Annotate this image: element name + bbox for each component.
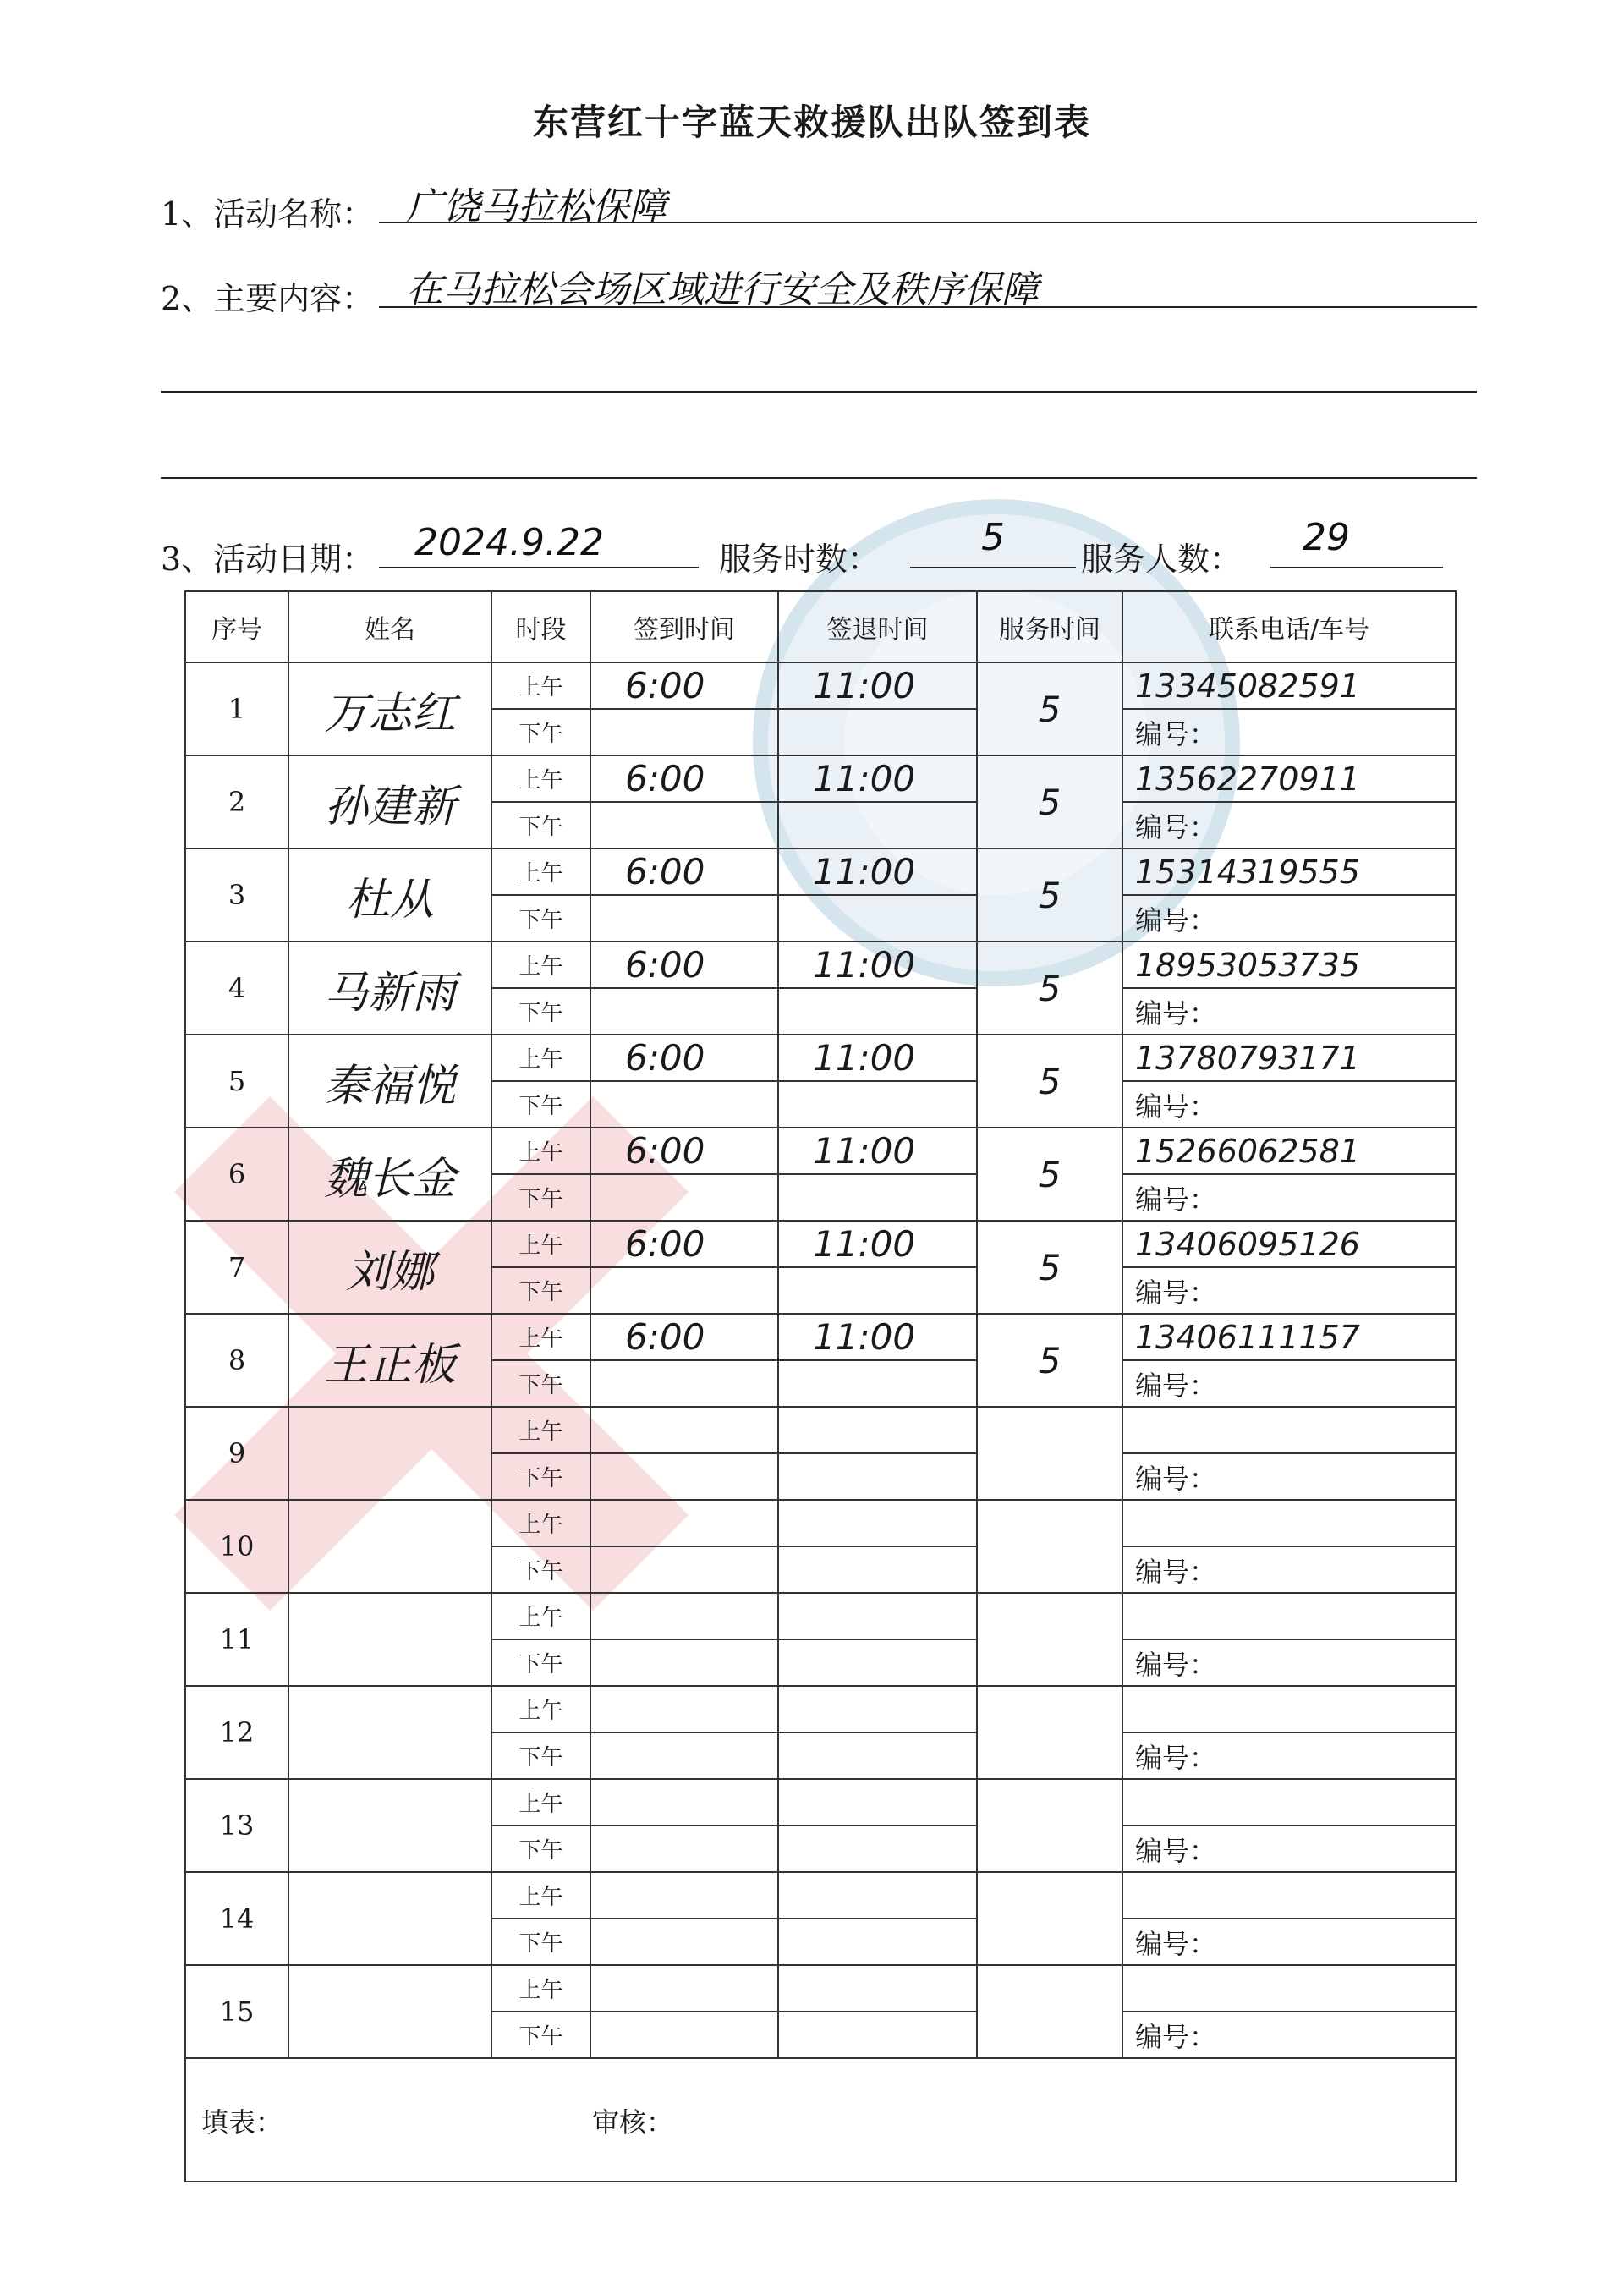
sign-out-time-pm [778, 1267, 977, 1314]
id-number-label: 编号： [1122, 709, 1456, 755]
row-name [288, 1593, 491, 1686]
period-am: 上午 [491, 1128, 590, 1174]
row-number: 13 [185, 1779, 288, 1872]
row-number: 3 [185, 848, 288, 942]
sign-out-time-pm [778, 895, 977, 942]
table-row [185, 1872, 1456, 1919]
sign-out-time-pm [778, 1919, 977, 1965]
header-phone: 联系电话/车号 [1122, 591, 1456, 662]
date-line [379, 567, 699, 568]
phone-number: 13406111157 [1122, 1314, 1456, 1360]
sign-in-time [590, 1779, 778, 1826]
sign-in-time-pm [590, 1546, 778, 1593]
id-number-label: 编号： [1122, 1826, 1456, 1872]
period-am: 上午 [491, 1593, 590, 1639]
row-number: 7 [185, 1221, 288, 1314]
period-pm: 下午 [491, 1453, 590, 1500]
id-number-label: 编号： [1122, 802, 1456, 848]
blank-line-1 [161, 391, 1477, 393]
service-hours [977, 1965, 1122, 2058]
period-am: 上午 [491, 848, 590, 895]
people-label: 服务人数： [1081, 541, 1243, 578]
row-name: 王正板 [288, 1314, 491, 1407]
service-hours: 5 [977, 1035, 1122, 1128]
header-name: 姓名 [288, 591, 491, 662]
id-number-label: 编号： [1122, 988, 1456, 1035]
period-am: 上午 [491, 1314, 590, 1360]
service-hours: 5 [977, 662, 1122, 755]
activity-name-value: 广饶马拉松保障 [406, 185, 667, 228]
sign-out-time [778, 1965, 977, 2012]
period-pm: 下午 [491, 895, 590, 942]
service-hours: 5 [977, 1128, 1122, 1221]
service-hours [977, 1686, 1122, 1779]
sign-out-time: 11:00 [778, 942, 977, 988]
table-row [185, 1314, 1456, 1360]
phone-number [1122, 1779, 1456, 1826]
sign-out-time-pm [778, 1639, 977, 1686]
sign-out-time: 11:00 [778, 662, 977, 709]
sign-out-time [778, 1407, 977, 1453]
main-content-value: 在马拉松会场区域进行安全及秩序保障 [406, 268, 1039, 311]
phone-number [1122, 1593, 1456, 1639]
period-am: 上午 [491, 1872, 590, 1919]
period-am: 上午 [491, 662, 590, 709]
id-number-label: 编号： [1122, 1081, 1456, 1128]
table-row [185, 662, 1456, 709]
sign-in-time [590, 1407, 778, 1453]
main-content-label: 2、主要内容： [161, 280, 375, 317]
sign-in-time-pm [590, 895, 778, 942]
table-row [185, 755, 1456, 802]
sign-out-time: 11:00 [778, 755, 977, 802]
row-name [288, 1686, 491, 1779]
id-number-label: 编号： [1122, 1546, 1456, 1593]
sign-in-time: 6:00 [590, 662, 778, 709]
row-name: 杜从 [288, 848, 491, 942]
period-am: 上午 [491, 1221, 590, 1267]
sign-in-time-pm [590, 1639, 778, 1686]
period-am: 上午 [491, 755, 590, 802]
table-row [185, 848, 1456, 895]
sign-out-time-pm [778, 1453, 977, 1500]
sign-out-time-pm [778, 988, 977, 1035]
period-pm: 下午 [491, 1639, 590, 1686]
table-row [185, 1686, 1456, 1732]
id-number-label: 编号： [1122, 1639, 1456, 1686]
header-period: 时段 [491, 591, 590, 662]
period-pm: 下午 [491, 1360, 590, 1407]
sign-out-time-pm [778, 1546, 977, 1593]
period-pm: 下午 [491, 1546, 590, 1593]
blank-line-2 [161, 477, 1477, 479]
table-row [185, 1500, 1456, 1546]
header-no: 序号 [185, 591, 288, 662]
filler-label: 填表： [201, 2106, 283, 2139]
sign-in-time-pm [590, 2012, 778, 2058]
row-name: 马新雨 [288, 942, 491, 1035]
row-number: 4 [185, 942, 288, 1035]
sign-in-time-pm [590, 802, 778, 848]
period-pm: 下午 [491, 1732, 590, 1779]
people-line [1270, 567, 1443, 568]
table-row [185, 1779, 1456, 1826]
period-am: 上午 [491, 1779, 590, 1826]
service-hours [977, 1593, 1122, 1686]
table-row [185, 1593, 1456, 1639]
period-pm: 下午 [491, 1174, 590, 1221]
id-number-label: 编号： [1122, 1360, 1456, 1407]
phone-number: 13345082591 [1122, 662, 1456, 709]
sign-out-time: 11:00 [778, 848, 977, 895]
date-label: 3、活动日期： [161, 541, 375, 578]
phone-number: 15314319555 [1122, 848, 1456, 895]
row-name: 刘娜 [288, 1221, 491, 1314]
sign-in-time: 6:00 [590, 755, 778, 802]
row-number: 2 [185, 755, 288, 848]
hours-label: 服务时数： [719, 541, 881, 578]
sign-out-time [778, 1872, 977, 1919]
phone-number [1122, 1686, 1456, 1732]
table-row [185, 1965, 1456, 2012]
sign-out-time: 11:00 [778, 1128, 977, 1174]
period-am: 上午 [491, 1035, 590, 1081]
sign-in-time: 6:00 [590, 1128, 778, 1174]
row-number: 1 [185, 662, 288, 755]
roster-table [184, 590, 1457, 2182]
id-number-label: 编号： [1122, 1919, 1456, 1965]
row-name [288, 1872, 491, 1965]
sign-out-time: 11:00 [778, 1314, 977, 1360]
sign-out-time-pm [778, 1174, 977, 1221]
row-name [288, 1779, 491, 1872]
period-am: 上午 [491, 1686, 590, 1732]
period-pm: 下午 [491, 1081, 590, 1128]
period-pm: 下午 [491, 802, 590, 848]
sign-in-time: 6:00 [590, 848, 778, 895]
sign-in-time [590, 1686, 778, 1732]
row-name [288, 1500, 491, 1593]
phone-number: 13780793171 [1122, 1035, 1456, 1081]
service-hours [977, 1872, 1122, 1965]
header-sign-in: 签到时间 [590, 591, 778, 662]
sign-out-time-pm [778, 802, 977, 848]
sign-in-time [590, 1872, 778, 1919]
phone-number [1122, 1965, 1456, 2012]
service-hours: 5 [977, 942, 1122, 1035]
header-sign-out: 签退时间 [778, 591, 977, 662]
footer-cell [185, 2058, 1456, 2182]
phone-number [1122, 1500, 1456, 1546]
row-number: 14 [185, 1872, 288, 1965]
hours-value: 5 [981, 516, 1005, 559]
row-number: 11 [185, 1593, 288, 1686]
phone-number [1122, 1872, 1456, 1919]
row-number: 6 [185, 1128, 288, 1221]
reviewer-label: 审核： [592, 2106, 674, 2139]
hours-line [910, 567, 1076, 568]
id-number-label: 编号： [1122, 1267, 1456, 1314]
phone-number: 13562270911 [1122, 755, 1456, 802]
id-number-label: 编号： [1122, 2012, 1456, 2058]
sign-out-time [778, 1779, 977, 1826]
table-row [185, 1407, 1456, 1453]
period-pm: 下午 [491, 709, 590, 755]
period-am: 上午 [491, 1500, 590, 1546]
table-row [185, 1221, 1456, 1267]
sign-in-time-pm [590, 1453, 778, 1500]
id-number-label: 编号： [1122, 1174, 1456, 1221]
sign-in-time-pm [590, 1174, 778, 1221]
service-hours [977, 1779, 1122, 1872]
row-name [288, 1407, 491, 1500]
row-name [288, 1965, 491, 2058]
row-number: 8 [185, 1314, 288, 1407]
row-name: 秦福悦 [288, 1035, 491, 1128]
phone-number: 15266062581 [1122, 1128, 1456, 1174]
sign-in-time-pm [590, 1081, 778, 1128]
sign-in-time-pm [590, 1826, 778, 1872]
sign-out-time: 11:00 [778, 1035, 977, 1081]
id-number-label: 编号： [1122, 1453, 1456, 1500]
row-number: 9 [185, 1407, 288, 1500]
service-hours: 5 [977, 1314, 1122, 1407]
header-service-time: 服务时间 [977, 591, 1122, 662]
sign-out-time-pm [778, 1732, 977, 1779]
sign-in-time [590, 1593, 778, 1639]
sign-out-time: 11:00 [778, 1221, 977, 1267]
row-name: 万志红 [288, 662, 491, 755]
table-row [185, 1128, 1456, 1174]
period-pm: 下午 [491, 2012, 590, 2058]
service-hours: 5 [977, 1221, 1122, 1314]
id-number-label: 编号： [1122, 1732, 1456, 1779]
period-am: 上午 [491, 942, 590, 988]
row-number: 12 [185, 1686, 288, 1779]
table-header-row [185, 591, 1456, 662]
service-hours: 5 [977, 755, 1122, 848]
sign-in-time: 6:00 [590, 1035, 778, 1081]
row-number: 10 [185, 1500, 288, 1593]
id-number-label: 编号： [1122, 895, 1456, 942]
sign-in-time-pm [590, 1732, 778, 1779]
footer-row [185, 2058, 1456, 2182]
sign-out-time [778, 1686, 977, 1732]
sign-in-time-pm [590, 1267, 778, 1314]
sign-in-time: 6:00 [590, 1221, 778, 1267]
sign-out-time [778, 1500, 977, 1546]
period-pm: 下午 [491, 1267, 590, 1314]
sign-in-time [590, 1500, 778, 1546]
service-hours [977, 1500, 1122, 1593]
period-am: 上午 [491, 1407, 590, 1453]
sign-in-time-pm [590, 709, 778, 755]
phone-number: 18953053735 [1122, 942, 1456, 988]
page-title: 东营红十字蓝天救援队出队签到表 [532, 102, 1091, 143]
sign-in-time-pm [590, 1360, 778, 1407]
sign-in-time: 6:00 [590, 1314, 778, 1360]
sign-out-time-pm [778, 2012, 977, 2058]
period-pm: 下午 [491, 1826, 590, 1872]
row-number: 15 [185, 1965, 288, 2058]
sign-out-time [778, 1593, 977, 1639]
table-row [185, 942, 1456, 988]
sign-out-time-pm [778, 1826, 977, 1872]
date-value: 2024.9.22 [414, 521, 604, 564]
activity-name-label: 1、活动名称： [161, 195, 375, 233]
people-value: 29 [1303, 516, 1350, 559]
sign-in-time-pm [590, 1919, 778, 1965]
table-row [185, 1035, 1456, 1081]
row-name: 孙建新 [288, 755, 491, 848]
period-pm: 下午 [491, 1919, 590, 1965]
row-number: 5 [185, 1035, 288, 1128]
row-name: 魏长金 [288, 1128, 491, 1221]
phone-number [1122, 1407, 1456, 1453]
sign-in-time-pm [590, 988, 778, 1035]
period-am: 上午 [491, 1965, 590, 2012]
service-hours [977, 1407, 1122, 1500]
phone-number: 13406095126 [1122, 1221, 1456, 1267]
sign-in-time [590, 1965, 778, 2012]
service-hours: 5 [977, 848, 1122, 942]
period-pm: 下午 [491, 988, 590, 1035]
sign-out-time-pm [778, 709, 977, 755]
sign-in-time: 6:00 [590, 942, 778, 988]
sign-out-time-pm [778, 1081, 977, 1128]
sign-out-time-pm [778, 1360, 977, 1407]
